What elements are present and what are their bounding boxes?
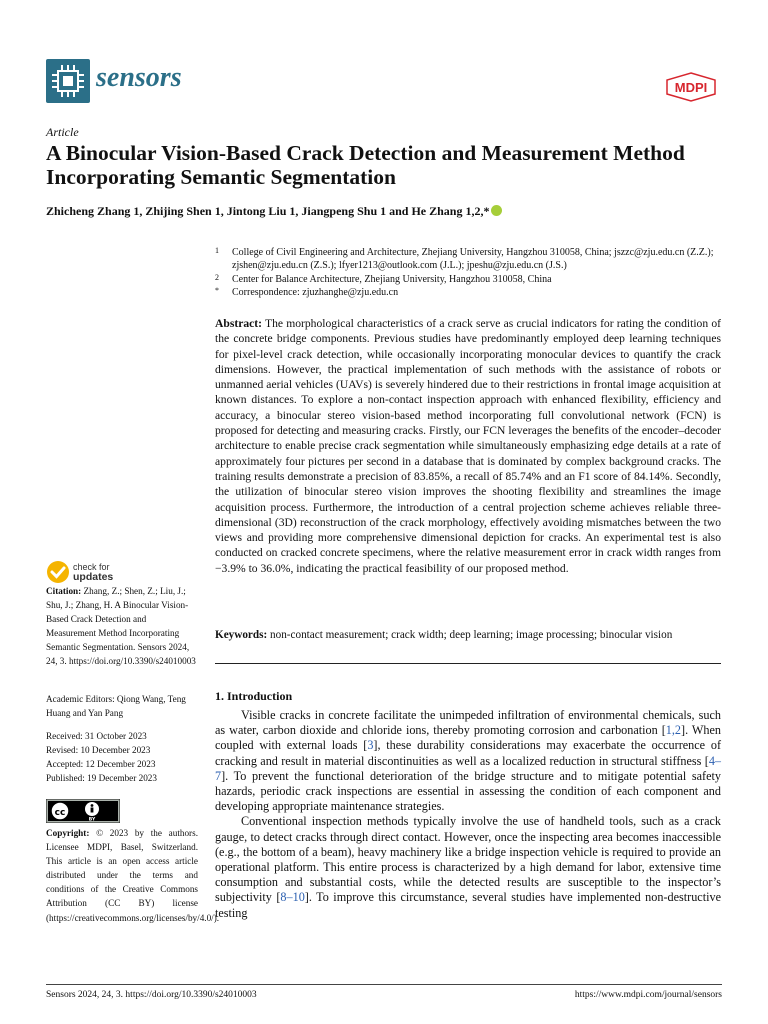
keywords: [215, 629, 735, 641]
checkmark-icon: [46, 560, 70, 584]
keywords-label: Keywords:: [215, 629, 268, 641]
affiliation-item: [215, 273, 735, 286]
affiliation-text: Center for Balance Architecture, Zhejiang University, Hangzhou 310058, China: [232, 273, 552, 285]
copyright-text: © 2023 by the authors. Licensee MDPI, Basel, Switzerland. This article is an open access article distributed under the terms and conditions of the Creative Commons Attribution (CC BY) license (https://creativecommons.org/licenses/by/4.0/).: [46, 828, 220, 923]
citation-block: [46, 584, 198, 669]
date-received: Received: 31 October 2023: [46, 731, 147, 741]
page-footer: [46, 990, 722, 1000]
page-title: A Binocular Vision-Based Crack Detection and Measurement Method Incorporating Semantic Segmentation: [46, 141, 685, 189]
abstract: [215, 316, 721, 576]
citation-label: Citation:: [46, 586, 82, 596]
citation-link[interactable]: 1,2: [665, 723, 682, 738]
date-revised: Revised: 10 December 2023: [46, 745, 151, 756]
footer-divider: [46, 984, 722, 985]
affiliations: [215, 246, 735, 299]
cc-by-license-icon[interactable]: [46, 799, 120, 823]
journal-name: sensors: [96, 62, 182, 93]
citation-link[interactable]: 8–10: [280, 890, 305, 905]
affiliation-mark: 1: [215, 246, 219, 255]
date-accepted: Accepted: 12 December 2023: [46, 759, 156, 770]
citation-link[interactable]: 3: [367, 738, 374, 753]
author-list: [46, 204, 726, 219]
section-heading: 1. Introduction: [215, 689, 293, 703]
check-line2: updates: [73, 571, 114, 583]
intro-paragraph: Visible cracks in concrete facilitate the unimpeded infiltration of environmental chemicals, such as water, carbon dioxide and chloride ions, thereby promoting corrosion and carbonation [1,2]. When coupled with external loads [3], these durability considerations may exacerbate the occurrence of cracking and result in material discontinuities as well as a localized reduction in structural stiffness [4–7]. To prevent the functional deterioration of the bridge structure and to mitigate potential safety hazards, periodic crack inspections are essential in assessing the condition of each component and developing appropriate maintenance strategies.: [215, 708, 721, 814]
affiliation-mark: *: [215, 285, 219, 295]
keywords-text: non-contact measurement; crack width; deep learning; image processing; binocular vision: [270, 629, 673, 641]
copyright-block: [46, 826, 220, 925]
academic-editors: Academic Editors: Qiong Wang, Teng Huang and Yan Pang: [46, 694, 186, 719]
publisher-name: MDPI: [674, 80, 708, 95]
affiliation-item: [215, 246, 735, 273]
affiliation-item: [215, 286, 735, 299]
authors-text: Zhicheng Zhang 1, Zhijing Shen 1, Jintong Liu 1, Jiangpeng Shu 1 and He Zhang 1,2,*: [46, 204, 490, 218]
citation-text: Zhang, Z.; Shen, Z.; Liu, J.; Shu, J.; Zhang, H. A Binocular Vision-Based Crack Detection and Measurement Method Incorporating Semantic Segmentation. Sensors 2024, 24, 3. https://doi.org/10.3390/s24010003: [46, 586, 196, 667]
citation-link[interactable]: 4–7: [215, 753, 721, 783]
check-line1: check for: [73, 562, 110, 572]
journal-logo-icon: [46, 59, 90, 103]
correspondence-text: Correspondence: zjuzhanghe@zju.edu.cn: [232, 286, 399, 298]
svg-text:cc: cc: [54, 808, 66, 818]
footer-citation: Sensors 2024, 24, 3. https://doi.org/10.3390/s24010003: [46, 990, 257, 1000]
intro-paragraph: Conventional inspection methods typically involve the use of handheld tools, such as a crack gauge, to detect cracks through direct contact. However, once the inspecting area becomes inaccessible (e.g., the bottom of a beam), heavy machinery like a bridge inspection vehicle is required to provide an operational platform. This entire process is characterized by a high demand for labor, extensive time consumption and substantial costs, while the detected results are susceptible to the inspector’s subjectivity [8–10]. To improve this circumstance, several studies have implemented non-destructive testing: [215, 814, 721, 920]
mdpi-logo: [666, 72, 716, 102]
footer-journal-link[interactable]: https://www.mdpi.com/journal/sensors: [574, 990, 722, 1000]
abstract-text: The morphological characteristics of a crack serve as crucial indicators for rating the condition of the concrete bridge components. Previous studies have predominantly employed deep learning techniques for pixel-level crack detection, while occasionally incorporating monocular devices to quantify the crack dimensions. However, the practical implementation of such methods with the assistance of robots or unmanned aerial vehicles (UAVs) is severely hindered due to their restrictions in frontal image acquisition at known distances. To explore a non-contact inspection approach with enhanced flexibility, efficiency and accuracy, a binocular stereo vision-based method incorporating full convolutional network (FCN) is proposed for detecting and measuring cracks. Firstly, our FCN leverages the benefits of the encoder–decoder architecture to enable precise crack segmentation while simultaneously emphasizing edge details at a rate of approximately four pictures per second in a database that is dominated by complex background cracks. The training results demonstrate a precision of 83.85%, a recall of 85.74% and an F1 score of 84.14%. Secondly, the utilization of binocular stereo vision improves the shooting flexibility and streamlines the image acquisition process. Furthermore, the introduction of a central projection scheme achieves reliable three-dimensional (3D) reconstruction of the crack morphology, effectively avoiding mismatches between the two views and providing more comprehensive dimensional depiction for cracks. An experimental test is also conducted on cracked concrete specimens, where the relative measurement error in crack width ranges from −3.9% to 36.0%, indicating the practical feasibility of our proposed method.: [215, 317, 721, 575]
introduction-body: [215, 708, 721, 921]
orcid-icon[interactable]: [491, 205, 502, 216]
date-published: Published: 19 December 2023: [46, 773, 157, 784]
abstract-label: Abstract:: [215, 317, 263, 330]
affiliation-text: College of Civil Engineering and Architecture, Zhejiang University, Hangzhou 310058, China; jszzc@zju.edu.cn (Z.Z.); zjshen@zju.edu.cn (Z.S.); lfyer1213@outlook.com (J.L.); jpeshu@zju.edu.cn (J.S.): [232, 247, 714, 272]
affiliation-mark: 2: [215, 272, 219, 282]
check-for-updates-badge[interactable]: [46, 560, 113, 584]
article-type: Article: [46, 125, 79, 139]
svg-text:BY: BY: [88, 817, 96, 823]
section-divider: [215, 663, 721, 664]
dates-block: [46, 729, 198, 785]
copyright-label: Copyright:: [46, 828, 90, 838]
